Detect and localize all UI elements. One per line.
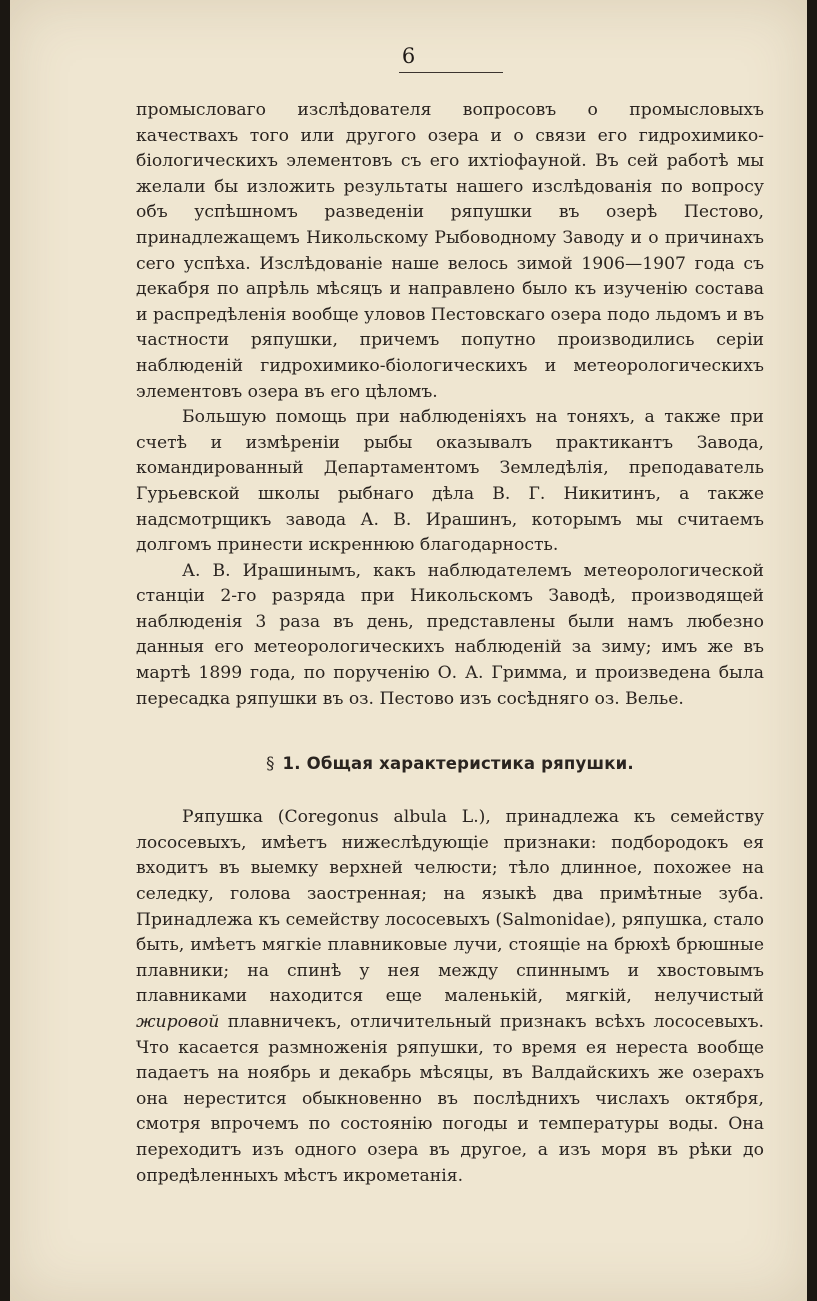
page-number-rule [399, 72, 503, 73]
section-title: Общая характеристика ряпушки. [306, 754, 634, 774]
description-text-part-1: Ряпушка (Coregonus albula L.), принадлежа къ семейству лососевыхъ, имѣетъ нижеслѣдующіе признаки: подбородокъ ея входитъ въ выемку верхней челюсти; тѣло длинное, похожее на селедку, голова заостренная; на языкѣ два примѣтные зуба. Принадлежа къ семейству лососевыхъ (Salmonidae), ряпушка, стало быть, имѣетъ мягкіе плавниковые лучи, стоящіе на брюхѣ брюшные плавники; на спинѣ у нея между спиннымъ и хвостовымъ плавниками находится еще маленькій, мягкій, нелучистый [136, 807, 764, 1007]
paragraph-meteorological-data: А. В. Ирашинымъ, какъ наблюдателемъ метеорологической станціи 2-го разряда при Никольскомъ Заводѣ, производящей наблюденія 3 раза въ день, представлены были намъ любезно данныя его метеорологическихъ наблюденій за зиму; имъ же въ мартѣ 1899 года, по порученію О. А. Гримма, и произведена была пересадка ряпушки въ оз. Пестово изъ сосѣдняго оз. Велье. [136, 560, 764, 709]
page-number: 6 [401, 44, 416, 68]
paragraph-intro-continuation: промысловаго изслѣдователя вопросовъ о промысловыхъ качествахъ того или другого озера и о связи его гидрохимико-біологическихъ элементовъ съ его ихтіофауной. Въ сей работѣ мы желали бы изложить результаты нашего изслѣдованія по вопросу объ успѣшномъ разведеніи ряпушки въ озерѣ Пестово, принадлежащемъ Никольскому Рыбоводному Заводу и о причинахъ сего успѣха. Изслѣдованіе наше велось зимой 1906—1907 года съ декабря по апрѣль мѣсяцъ и направлено было къ изученію состава и распредѣленія вообще уловов Пестовскаго озера подо льдомъ и въ частности ряпушки, причемъ попутно производились серіи наблюденій гидрохимико-біологическихъ и метеорологическихъ элементовъ озера въ его цѣломъ. [136, 100, 764, 402]
description-italic-term: жировой [136, 1012, 220, 1032]
book-page [10, 0, 807, 1301]
section-number: 1. [282, 754, 301, 774]
description-text-part-2: плавничекъ, отличительный признакъ всѣхъ лососевыхъ. Что касается размноженія ряпушки, то время ея нереста вообще падаетъ на ноябрь и декабрь мѣсяцы, въ Валдайскихъ же озерахъ она нерестится обыкновенно въ послѣднихъ числахъ октября, смотря впрочемъ по состоянію погоды и температуры воды. Она переходитъ изъ одного озера въ другое, а изъ моря въ рѣки до опредѣленныхъ мѣстъ икрометанія. [136, 1012, 764, 1186]
body-text [136, 98, 764, 1189]
paragraph-acknowledgements: Большую помощь при наблюденіяхъ на тоняхъ, а также при счетѣ и измѣреніи рыбы оказывалъ практикантъ Завода, командированный Департаментомъ Земледѣлія, преподаватель Гурьевской школы рыбнаго дѣла В. Г. Никитинъ, а также надсмотрщикъ завода А. В. Ирашинъ, которымъ мы считаемъ долгомъ принести искреннюю благодарность. [136, 407, 764, 556]
section-symbol: § [266, 754, 275, 774]
paragraph-ryapushka-description [136, 805, 764, 1189]
section-heading [136, 751, 764, 776]
